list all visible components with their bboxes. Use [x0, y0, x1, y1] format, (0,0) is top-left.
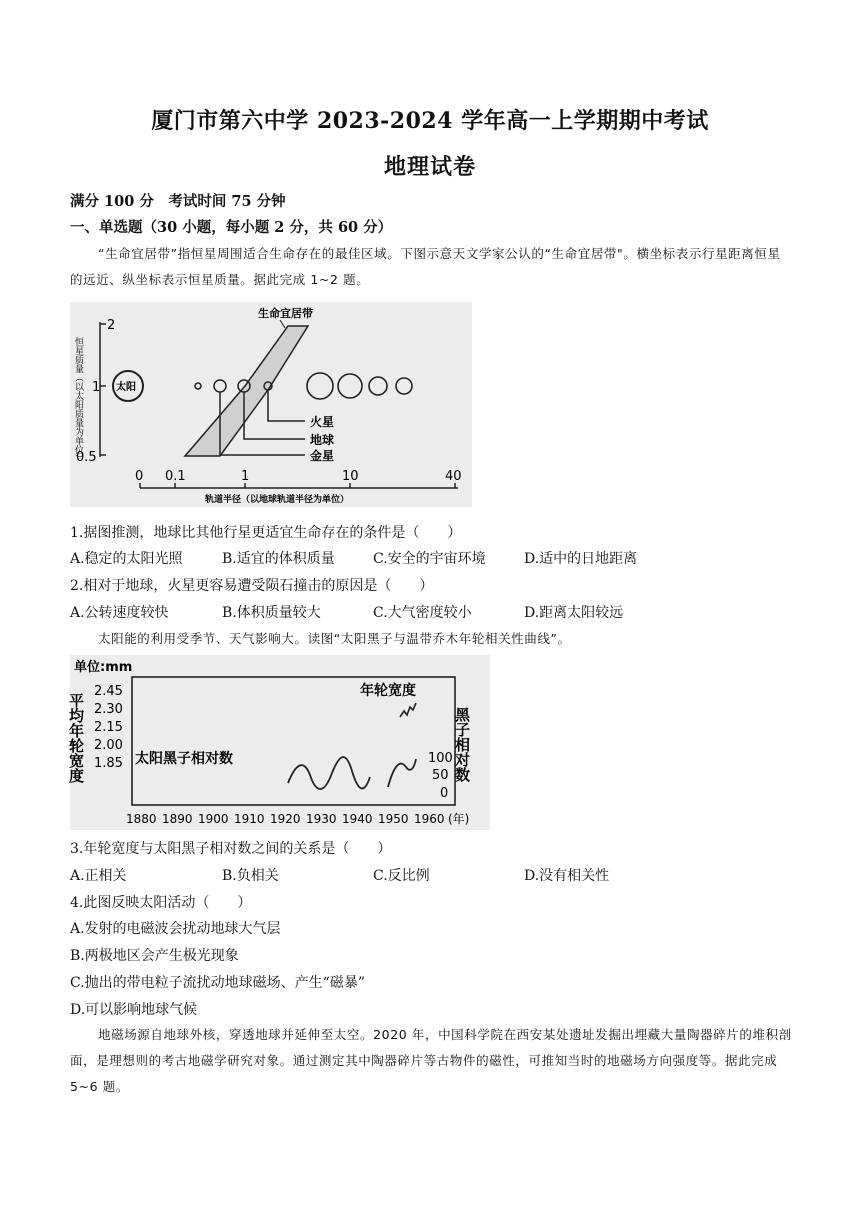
option-c[interactable]: C.安全的宇宙环境 — [373, 551, 486, 567]
x-tick-label: 1900 — [198, 812, 229, 826]
x-unit-label: (年) — [448, 812, 470, 826]
series-label-sunspot: 太阳黑子相对数 — [135, 751, 233, 767]
x-tick-label: 1960 — [414, 812, 445, 826]
planet-neptune — [396, 378, 412, 394]
planet-mercury — [195, 383, 201, 389]
x-axis-label: 轨道半径（以地球轨道半径为单位） — [205, 495, 350, 505]
section-title: 一、单选题（30 小题，每小题 2 分，共 60 分） — [70, 219, 393, 236]
question-1: 1.据图推测，地球比其他行星更适宜生命存在的条件是（ ） — [70, 525, 462, 541]
habitable-zone-figure — [70, 302, 472, 507]
callout-earth: 地球 — [310, 433, 335, 447]
sunspot-curve-late — [388, 759, 416, 787]
callout-mars: 火星 — [310, 415, 335, 429]
x-tick-label: 1 — [241, 469, 250, 484]
x-tick-label: 10 — [342, 469, 359, 484]
x-tick-label: 1890 — [162, 812, 193, 826]
question-4: 4.此图反映太阳活动（ ） — [70, 895, 252, 911]
option-c[interactable]: C.抛出的带电粒子流扰动地球磁场、产生“磁暴” — [70, 975, 365, 991]
ring-width-line — [400, 703, 416, 717]
option-a[interactable]: A.发射的电磁波会扰动地球大气层 — [70, 921, 281, 937]
planet-uranus — [369, 377, 387, 395]
right-tick: 50 — [432, 768, 449, 783]
sunspot-ring-svg — [67, 655, 490, 830]
series-label-ring: 年轮宽度 — [360, 683, 416, 699]
x-tick-label: 0.1 — [165, 469, 186, 484]
y-tick-label: 2 — [107, 318, 116, 333]
x-tick-label: 1910 — [234, 812, 265, 826]
option-d[interactable]: D.适中的日地距离 — [524, 551, 638, 567]
option-c[interactable]: C.反比例 — [373, 868, 430, 884]
option-d[interactable]: D.没有相关性 — [524, 868, 610, 884]
x-tick-label: 40 — [445, 469, 462, 484]
passage-geomagnetism: 地磁场源自地球外核，穿透地球并延伸至太空。2020 年，中国科学院在西安某处遗址发掘出埋藏大量陶器碎片的堆积剖面，是理想则的考古地磁学研究对象。通过测定其中陶器碎片等古物件的磁性，可推知当时的地磁场方向强度等。据此完成 5~6 题。 — [70, 1027, 792, 1094]
exam-info: 满分 100 分 考试时间 75 分钟 — [70, 193, 286, 210]
exam-subtitle: 地理试卷 — [383, 154, 476, 180]
x-tick-label: 1930 — [306, 812, 337, 826]
sun-label: 太阳 — [116, 382, 136, 393]
right-axis-label: 黑子相对数 — [453, 707, 471, 782]
question-3: 3.年轮宽度与太阳黑子相对数之间的关系是（ ） — [70, 841, 392, 857]
x-tick-label: 1950 — [378, 812, 409, 826]
option-a[interactable]: A.稳定的太阳光照 — [70, 551, 183, 567]
option-b[interactable]: B.两极地区会产生极光现象 — [70, 948, 239, 964]
planet-jupiter — [307, 373, 333, 399]
right-tick: 100 — [428, 751, 453, 766]
option-a[interactable]: A.正相关 — [70, 868, 127, 884]
option-b[interactable]: B.负相关 — [222, 868, 279, 884]
y-tick-label: 1 — [92, 380, 101, 395]
left-tick: 2.30 — [94, 702, 123, 717]
right-tick: 0 — [440, 786, 449, 801]
left-tick: 2.15 — [94, 720, 123, 735]
x-tick-label: 1920 — [270, 812, 301, 826]
y-axis-label: 恒星质量（以太阳质量为单位） — [73, 337, 83, 463]
band-label: 生命宜居带 — [258, 307, 313, 320]
left-tick: 1.85 — [94, 756, 123, 771]
option-d[interactable]: D.可以影响地球气候 — [70, 1002, 198, 1018]
left-tick: 2.45 — [94, 684, 123, 699]
callout-venus: 金星 — [310, 449, 335, 463]
y-tick-label: 0.5 — [76, 450, 97, 465]
x-tick-label: 0 — [135, 469, 144, 484]
x-tick-label: 1940 — [342, 812, 373, 826]
question-2: 2.相对于地球，火星更容易遭受陨石撞击的原因是（ ） — [70, 578, 434, 594]
unit-label: 单位:mm — [74, 660, 133, 675]
left-tick: 2.00 — [94, 738, 123, 753]
option-a[interactable]: A.公转速度较快 — [70, 605, 169, 621]
x-tick-label: 1880 — [126, 812, 157, 826]
option-d[interactable]: D.距离太阳较远 — [524, 605, 624, 621]
option-c[interactable]: C.大气密度较小 — [373, 605, 472, 621]
passage-sunspot: 太阳能的利用受季节、天气影响大。读图“太阳黑子与温带乔木年轮相关性曲线”。 — [98, 631, 571, 646]
exam-title: 厦门市第六中学 2023-2024 学年高一上学期期中考试 — [151, 108, 709, 134]
passage-habitable-zone: “生命宜居带”指恒星周围适合生命存在的最佳区域。下图示意天文学家公认的“生命宜居带"。横坐标表示行星距离恒星的远近、纵坐标表示恒星质量。据此完成 1~2 题。 — [70, 246, 781, 287]
sunspot-ring-figure — [67, 655, 490, 830]
planet-venus — [214, 380, 226, 392]
planet-saturn — [338, 374, 362, 398]
option-b[interactable]: B.适宜的体积质量 — [222, 551, 335, 567]
band-leader — [280, 320, 285, 328]
option-b[interactable]: B.体积质量较大 — [222, 605, 321, 621]
sunspot-curve — [288, 757, 370, 789]
mars-leader — [268, 390, 305, 421]
habitable-zone-svg — [70, 302, 472, 507]
left-axis-label: 平均年轮宽度 — [67, 693, 85, 783]
